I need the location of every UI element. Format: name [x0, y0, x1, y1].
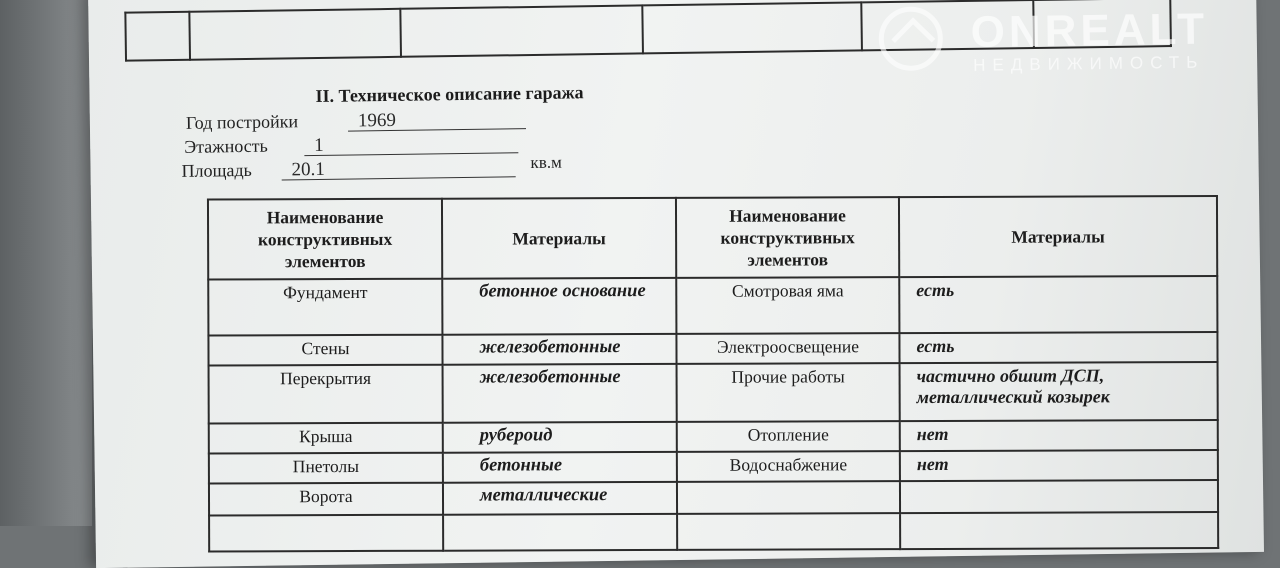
- table-row: [208, 276, 1217, 336]
- area-value: 20.1: [281, 156, 515, 180]
- table-cell: [400, 5, 643, 56]
- element-name: Фундамент: [208, 279, 442, 336]
- table-row: [209, 420, 1218, 454]
- table-cell: [900, 512, 1218, 549]
- element-name: Стены: [208, 335, 442, 366]
- column-header-name: Наименование конструктивных элементов: [208, 199, 442, 280]
- background-edge: [0, 0, 92, 526]
- table-row: [209, 512, 1218, 552]
- element-name: Ворота: [209, 483, 443, 516]
- table-cell: [443, 514, 677, 551]
- year-value: 1969: [348, 108, 526, 131]
- table-header-row: [208, 196, 1217, 280]
- table-row: [209, 362, 1218, 424]
- element-name: Смотровая яма: [676, 277, 899, 334]
- table-row: [208, 332, 1217, 366]
- area-label: Площадь: [181, 159, 252, 181]
- year-label: Год постройки: [185, 111, 299, 133]
- table-cell: [677, 513, 900, 550]
- watermark-title: ONREALT: [970, 4, 1209, 57]
- construction-table: [207, 195, 1219, 553]
- element-name: Прочие работы: [677, 363, 900, 422]
- element-name: Электроосвещение: [676, 333, 899, 364]
- element-name: Водоснабжение: [677, 451, 900, 482]
- element-material: железобетонные: [442, 334, 676, 365]
- element-material: рубероид: [443, 422, 677, 453]
- element-material: есть: [899, 276, 1217, 333]
- area-field: [181, 158, 325, 182]
- element-name: Пнетолы: [209, 453, 443, 484]
- table-cell: [642, 2, 862, 53]
- house-logo-icon: [878, 6, 943, 71]
- table-cell: [189, 9, 401, 60]
- column-header-materials: Материалы: [899, 196, 1217, 277]
- table-cell: [125, 12, 190, 61]
- area-unit: кв.м: [530, 152, 562, 173]
- element-material: железобетонные: [443, 364, 677, 423]
- element-material: [900, 480, 1218, 513]
- watermark-subtitle: НЕДВИЖИМОСТЬ: [973, 52, 1205, 75]
- floors-field: [184, 134, 324, 158]
- column-header-name: Наименование конструктивных элементов: [676, 197, 899, 278]
- element-name: Крыша: [209, 423, 443, 454]
- element-material: бетонные: [443, 452, 677, 483]
- table-row: [209, 450, 1218, 484]
- element-name: Отопление: [677, 421, 900, 452]
- table-cell: [209, 515, 443, 552]
- element-material: есть: [899, 332, 1217, 363]
- floors-value: 1: [304, 132, 518, 156]
- document-page: [88, 0, 1264, 568]
- section-heading: II. Техническое описание гаража: [315, 82, 584, 107]
- column-header-materials: Материалы: [442, 198, 676, 279]
- year-field: [185, 109, 397, 134]
- element-name: Перекрытия: [209, 365, 443, 424]
- element-material: металлические: [443, 482, 677, 515]
- element-material: частично обшит ДСП, металлический козырек: [900, 362, 1218, 421]
- floors-label: Этажность: [184, 135, 268, 157]
- table-row: [209, 480, 1218, 516]
- element-name: [677, 481, 900, 514]
- element-material: нет: [900, 450, 1218, 481]
- element-material: бетонное основание: [442, 278, 676, 335]
- element-material: нет: [900, 420, 1218, 451]
